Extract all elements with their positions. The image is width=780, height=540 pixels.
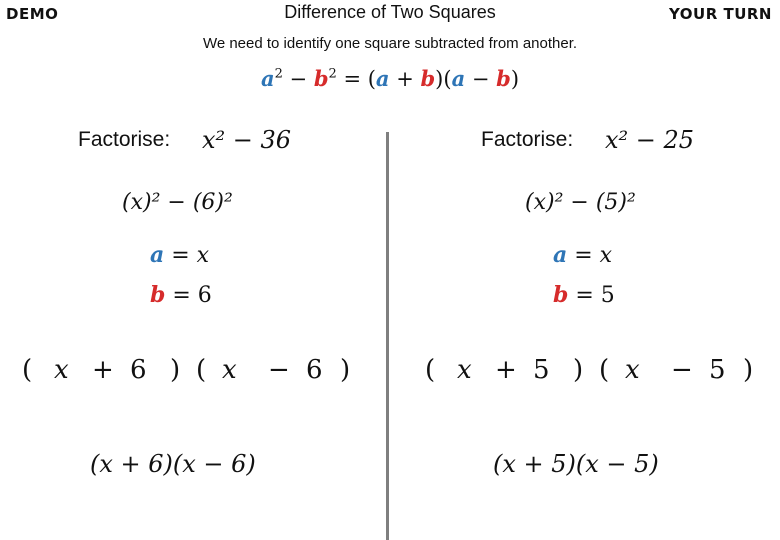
factorised-answer: (x + 5)(x − 5) [493, 450, 659, 478]
open-paren-1: ( [425, 355, 436, 385]
number-slot-1: 6 [130, 355, 147, 385]
a-value: = x [164, 243, 210, 268]
identity-b: b [313, 66, 329, 91]
x-slot-2: x [222, 355, 237, 385]
squares-form: (x)² − (5)² [525, 190, 636, 215]
your-turn-tag: YOUR TURN [668, 5, 772, 23]
identity-formula [0, 66, 780, 91]
plus-sign: + [495, 355, 517, 385]
open-paren-1: ( [22, 355, 33, 385]
b-value-line [150, 282, 212, 308]
identity-a: a [260, 66, 275, 91]
identity-plus: + [389, 67, 421, 91]
b-variable: b [553, 282, 569, 308]
identity-b-exponent: 2 [328, 66, 337, 82]
x-slot-1: x [54, 355, 69, 385]
panel-divider [386, 132, 389, 540]
factorised-answer: (x + 6)(x − 6) [90, 450, 256, 478]
open-paren-2: ( [196, 355, 207, 385]
identity-factor-b2: b [496, 66, 511, 91]
identity-factor-a2: a [451, 66, 466, 91]
close-paren-2: ) [340, 355, 351, 385]
page-subtitle: We need to identify one square subtracted from another. [202, 35, 578, 52]
identity-factor-b1: b [420, 66, 436, 91]
identity-minus: − [282, 67, 314, 91]
demo-tag: DEMO [6, 5, 59, 23]
b-value: = 5 [568, 283, 615, 308]
a-variable: a [553, 242, 568, 268]
identity-minus-2: − [465, 67, 497, 91]
factorise-label: Factorise: [78, 128, 171, 151]
a-variable: a [150, 242, 165, 268]
b-value: = 6 [165, 283, 212, 308]
squares-form: (x)² − (6)² [122, 190, 233, 215]
number-slot-2: 6 [306, 355, 323, 385]
x-slot-2: x [625, 355, 640, 385]
number-slot-1: 5 [533, 355, 550, 385]
close-paren-1: ) [170, 355, 181, 385]
number-slot-2: 5 [709, 355, 726, 385]
close-paren-2: ) [743, 355, 754, 385]
identity-equals: = ( [336, 67, 376, 91]
x-slot-1: x [457, 355, 472, 385]
question-expression: x² − 36 [202, 126, 292, 154]
minus-sign: − [268, 355, 290, 385]
open-paren-2: ( [599, 355, 610, 385]
page-title: Difference of Two Squares [284, 2, 496, 22]
plus-sign: + [92, 355, 114, 385]
b-variable: b [150, 282, 166, 308]
identity-factor-a1: a [375, 66, 390, 91]
a-value-line [553, 242, 612, 268]
a-value: = x [567, 243, 613, 268]
a-value-line [150, 242, 209, 268]
minus-sign: − [671, 355, 693, 385]
identity-a-exponent: 2 [274, 66, 283, 82]
factorise-label: Factorise: [481, 128, 574, 151]
question-expression: x² − 25 [605, 126, 695, 154]
b-value-line [553, 282, 615, 308]
close-paren-1: ) [573, 355, 584, 385]
identity-mid: )( [435, 67, 452, 91]
identity-close: ) [510, 67, 520, 91]
